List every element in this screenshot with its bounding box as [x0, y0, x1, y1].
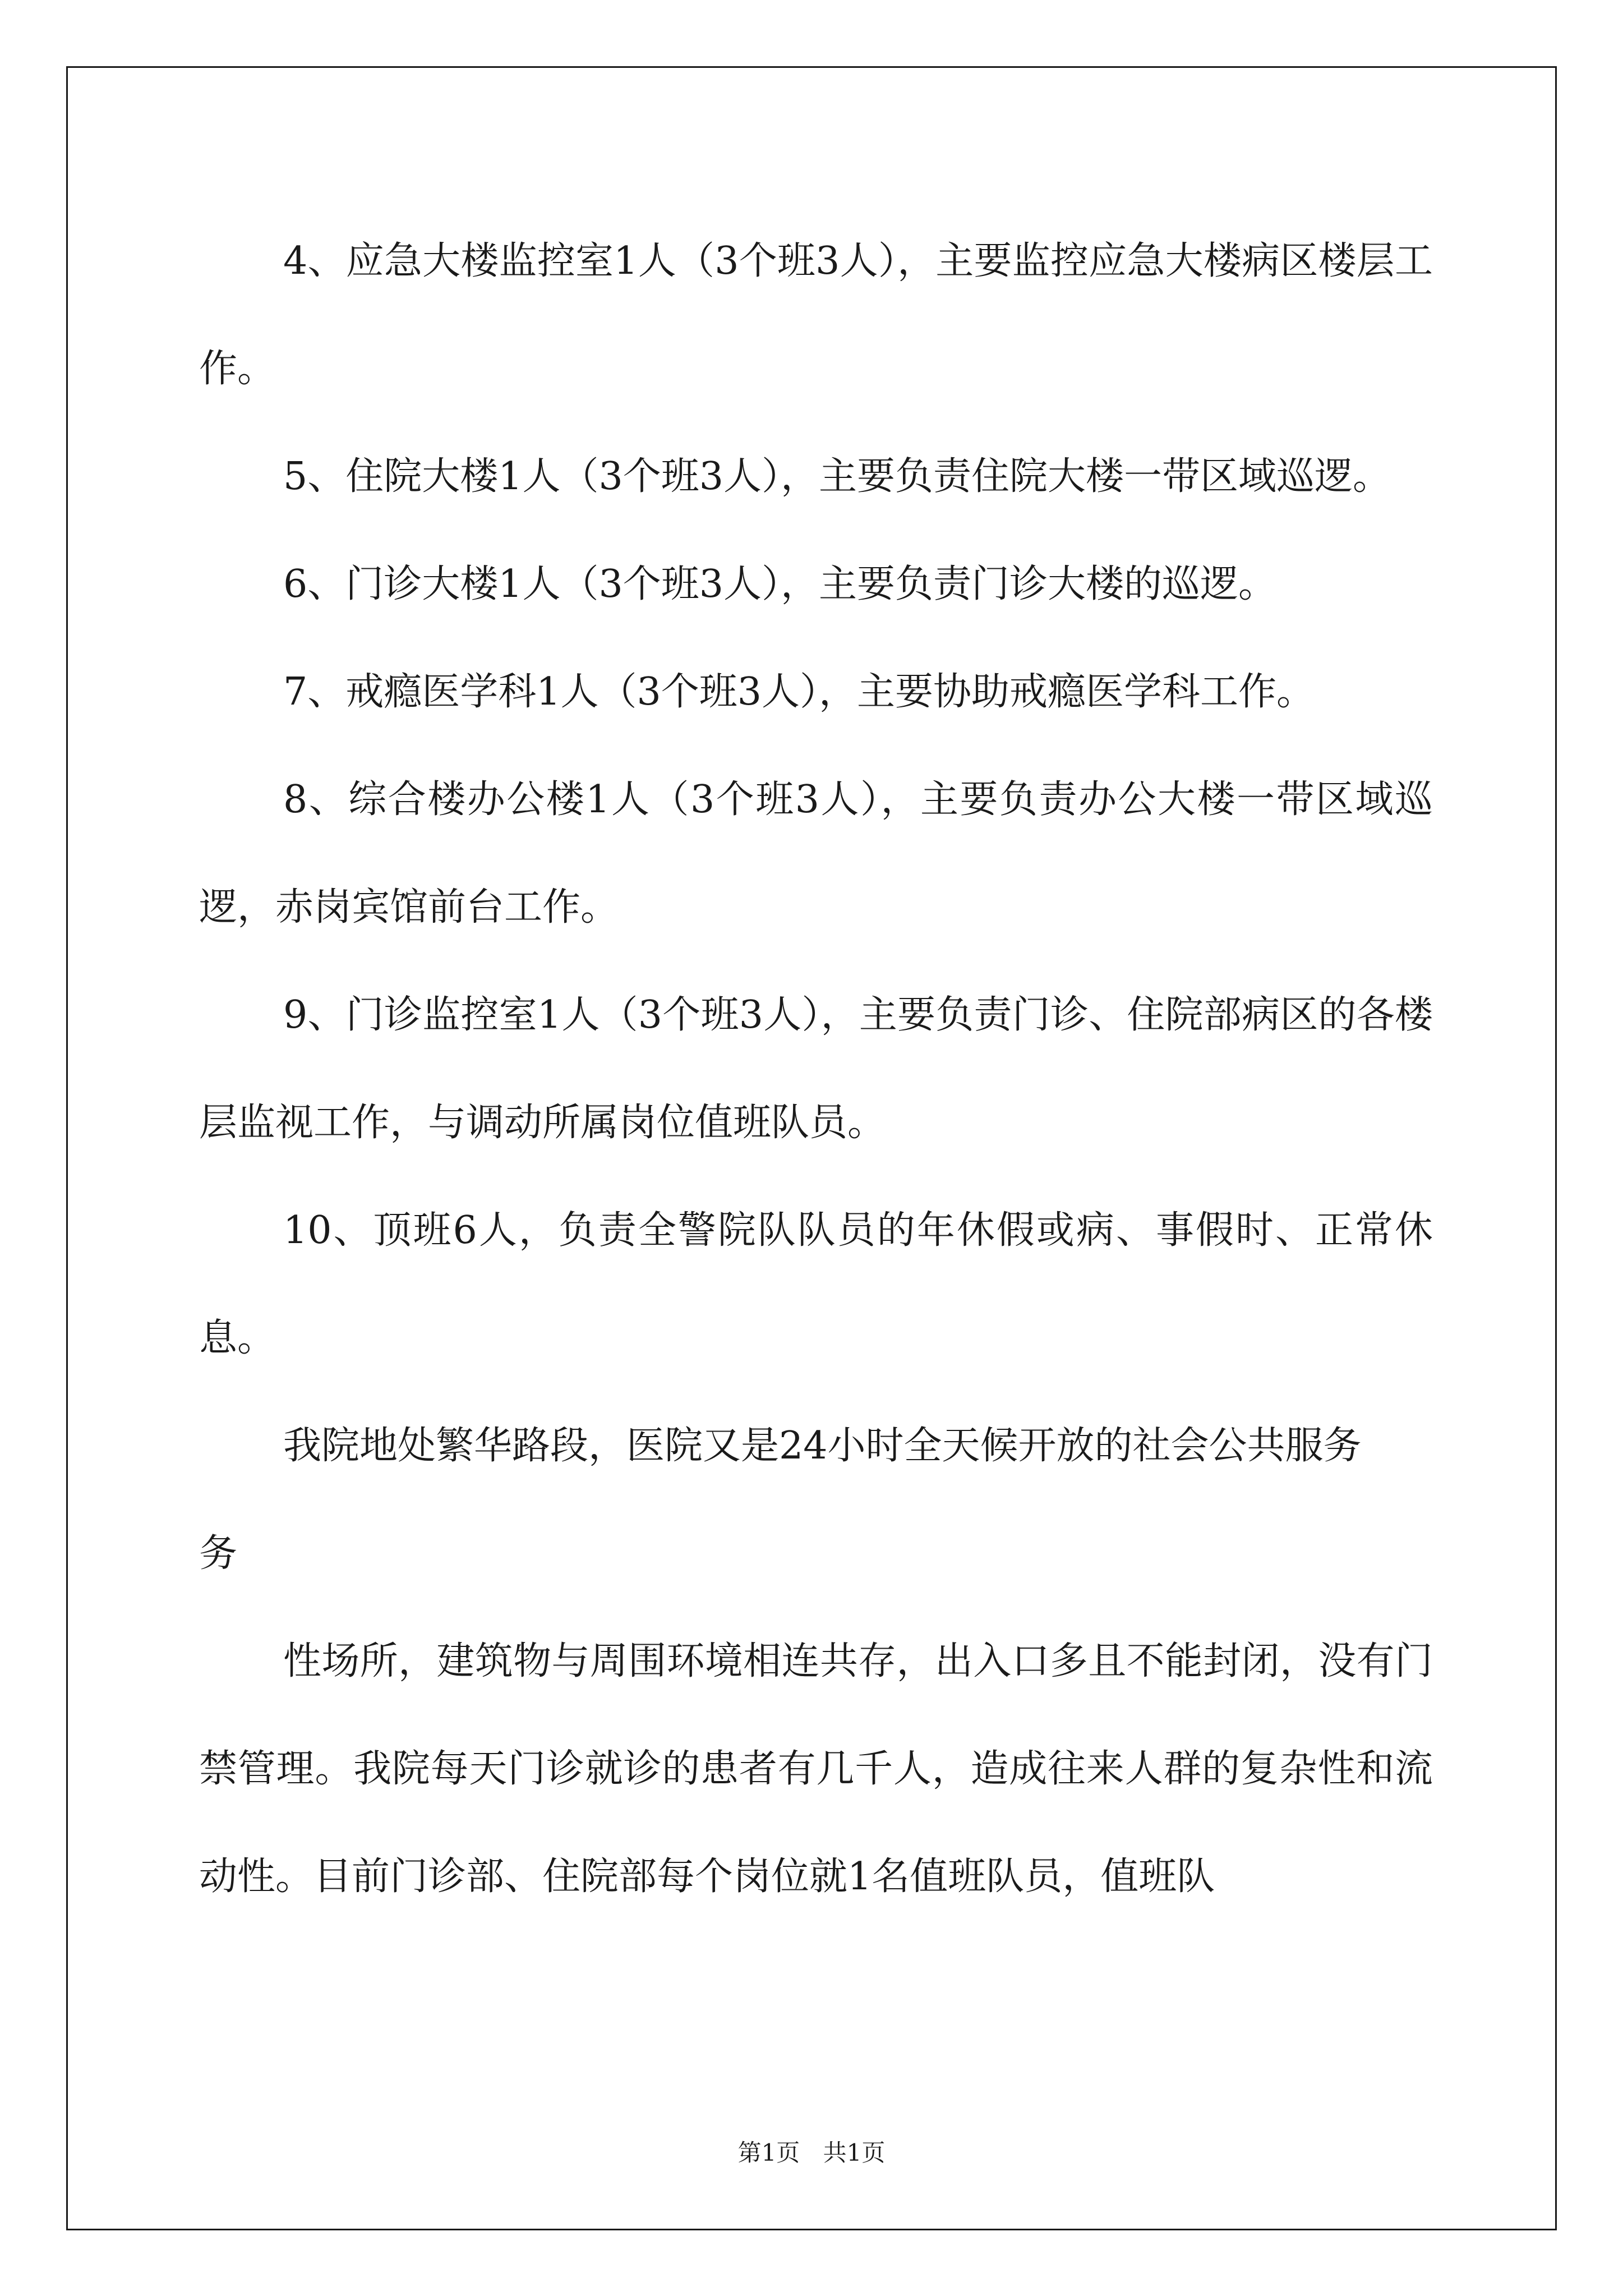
paragraph-location: 我院地处繁华路段，医院又是24小时全天候开放的社会公共服务 — [283, 1424, 1362, 1468]
document-body — [199, 208, 1433, 1931]
paragraph-fragment: 务 — [199, 1531, 238, 1576]
page-number: 第1页 — [737, 2139, 800, 2166]
paragraph-item-5: 5、住院大楼1人（3个班3人），主要负责住院大楼一带区域巡逻。 — [283, 454, 1391, 499]
page-total: 共1页 — [823, 2139, 886, 2166]
paragraph-item-9: 9、门诊监控室1人（3个班3人），主要负责门诊、住院部病区的各楼层监视工作，与调动所属岗位值班队员。 — [199, 993, 1433, 1145]
paragraph-venue: 性场所，建筑物与周围环境相连共存，出入口多且不能封闭，没有门禁管理。我院每天门诊就诊的患者有几千人，造成往来人群的复杂性和流动性。目前门诊部、住院部每个岗位就1名值班队员，值班队 — [199, 1639, 1433, 1899]
paragraph-item-10: 10、顶班6人，负责全警院队队员的年休假或病、事假时、正常休息。 — [199, 1208, 1433, 1360]
page-footer — [0, 2134, 1623, 2168]
paragraph-item-7: 7、戒瘾医学科1人（3个班3人），主要协助戒瘾医学科工作。 — [283, 670, 1315, 714]
paragraph-item-4: 4、应急大楼监控室1人（3个班3人），主要监控应急大楼病区楼层工作。 — [199, 239, 1433, 391]
paragraph-item-8: 8、综合楼办公楼1人（3个班3人），主要负责办公大楼一带区域巡逻，赤岗宾馆前台工作。 — [199, 777, 1433, 930]
paragraph-item-6: 6、门诊大楼1人（3个班3人），主要负责门诊大楼的巡逻。 — [283, 562, 1277, 606]
